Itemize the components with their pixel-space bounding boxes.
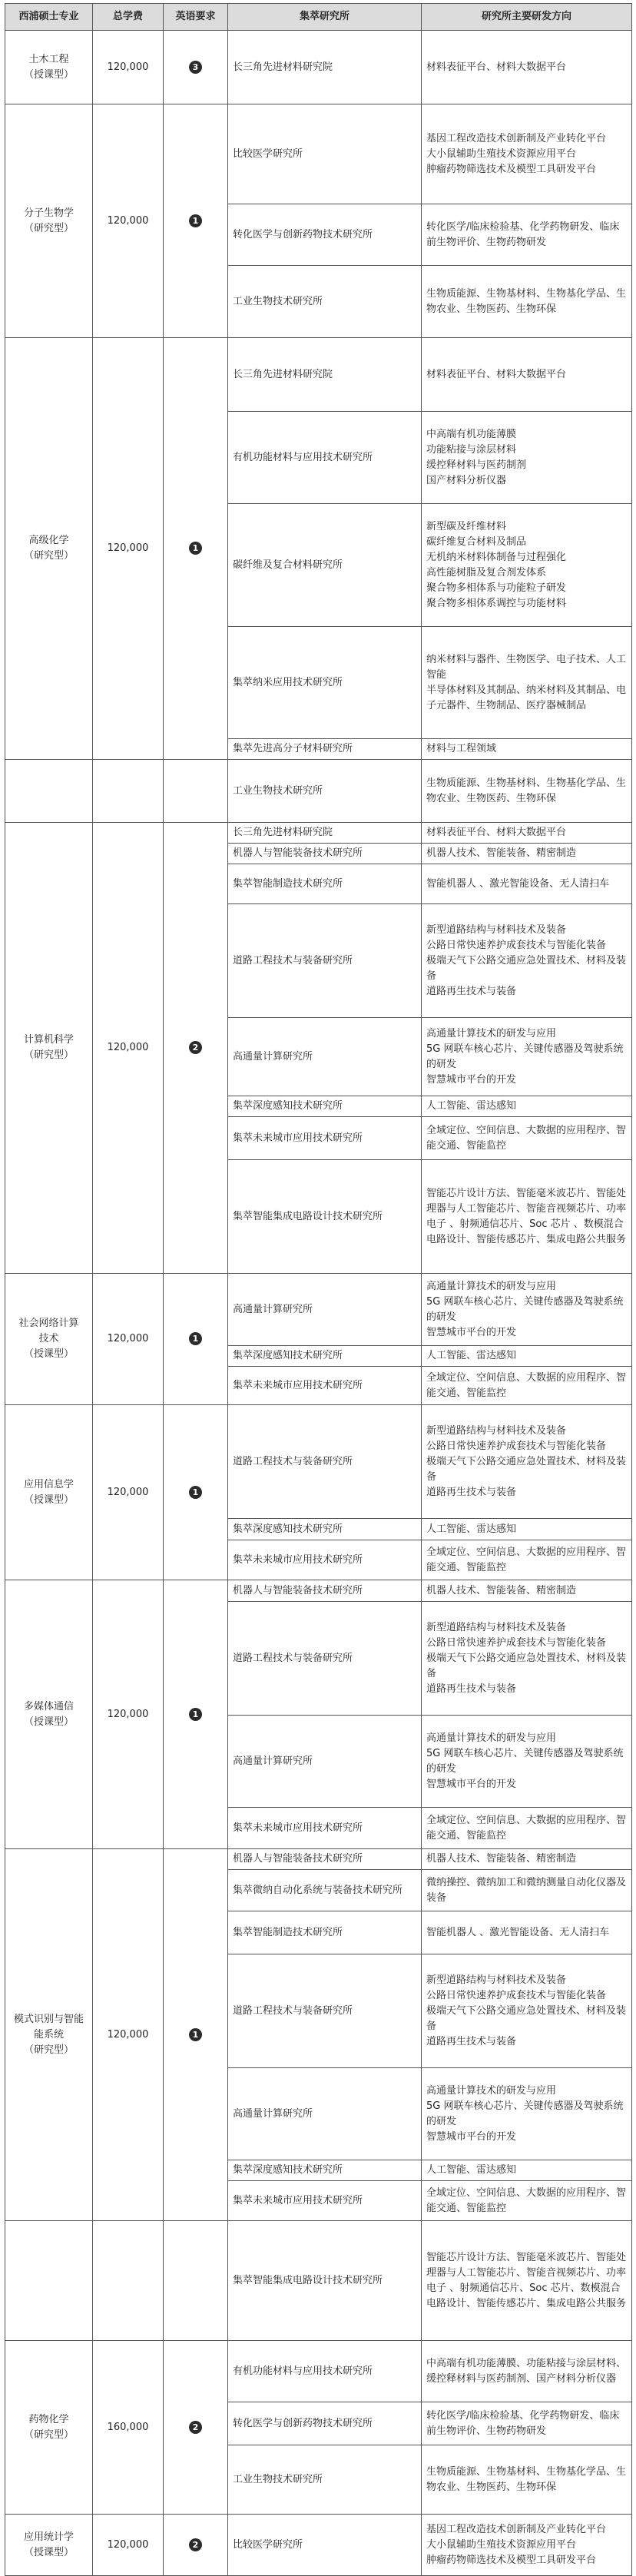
research-direction-line: 全域定位、空间信息、大数据的应用程序、智能交通、智能监控: [426, 2186, 627, 2214]
research-direction-cell: [422, 1540, 632, 1580]
table-row: [5, 1274, 632, 1346]
program-table: [5, 3, 632, 2576]
institute-name-cell: 集萃智能集成电路设计技术研究所: [228, 1160, 422, 1274]
research-direction-line: 极端天气下公路交通应急处置技术、材料及装备: [426, 2004, 627, 2032]
research-direction-cell: [422, 904, 632, 1018]
institute-name-cell: 高通量计算研究所: [228, 1018, 422, 1096]
major-name-line: 应用信息学: [23, 1478, 74, 1490]
english-level-badge: 1: [189, 214, 202, 227]
english-requirement-cell: [164, 338, 228, 760]
research-direction-line: 人工智能、雷达感知: [426, 2164, 517, 2176]
research-direction-line: 人工智能、雷达感知: [426, 1523, 517, 1535]
institute-name-cell: 集萃未来城市应用技术研究所: [228, 1367, 422, 1405]
institute-name-cell: 道路工程技术与装备研究所: [228, 1602, 422, 1716]
research-direction-line: 人工智能、雷达感知: [426, 1100, 517, 1112]
tuition-cell: [93, 2221, 164, 2341]
research-direction-line: 大小鼠辅助生殖技术资源应用平台: [426, 2538, 577, 2551]
research-direction-line: 智能芯片设计方法、智能毫米波芯片、智能处理器与人工智能芯片、智能音视频芯片、功率电子 、射频通信芯片、Soc 芯片、数模混合电路设计、智能传感芯片、集成电路公共服务: [426, 2251, 627, 2309]
table-row: [5, 2221, 632, 2341]
major-name-line: 应用统计学: [23, 2531, 74, 2543]
table-row: [5, 2515, 632, 2576]
research-direction-cell: [422, 739, 632, 760]
research-direction-cell: [422, 2181, 632, 2221]
research-direction-line: 中高端有机功能薄膜、功能粘接与涂层材料、缓控释材料与医药制剂、国产材料分析仪器: [426, 2357, 627, 2385]
research-direction-line: 5G 网联车核心芯片、关键传感器及驾驶系统的研发: [426, 1043, 624, 1070]
major-name-line: 计算机科学: [23, 1034, 74, 1046]
institute-name-cell: 集萃深度感知技术研究所: [228, 1096, 422, 1117]
major-name-line: 能系统: [33, 2028, 64, 2041]
research-direction-line: 公路日常快速养护成套技术与智能化装备: [426, 1636, 607, 1649]
major-name-cell: [5, 1274, 93, 1405]
research-direction-cell: [422, 266, 632, 338]
research-direction-cell: [422, 1096, 632, 1117]
research-direction-line: 极端天气下公路交通应急处置技术、材料及装备: [426, 954, 627, 982]
english-level-badge: 1: [189, 542, 202, 555]
english-level-badge: 1: [189, 2028, 202, 2041]
research-direction-cell: [422, 1346, 632, 1367]
research-direction-cell: [422, 1849, 632, 1870]
research-direction-cell: [422, 627, 632, 739]
institute-name-cell: 机器人与智能装备技术研究所: [228, 1580, 422, 1602]
institute-name-cell: 工业生物技术研究所: [228, 2445, 422, 2515]
institute-name-cell: 机器人与智能装备技术研究所: [228, 1849, 422, 1870]
table-row: [5, 1849, 632, 1870]
table-row: [5, 1405, 632, 1519]
tuition-cell: 120,000: [93, 1849, 164, 2221]
institute-name-cell: 有机功能材料与应用技术研究所: [228, 2341, 422, 2402]
institute-name-cell: 高通量计算研究所: [228, 1274, 422, 1346]
major-name-line: 分子生物学: [23, 207, 74, 219]
research-direction-line: 微纳操控、微纳加工和微纳测量自动化仪器及装备: [426, 1876, 627, 1904]
header-direction: 研究所主要研发方向: [422, 4, 632, 31]
research-direction-line: 高通量计算技术的研发与应用: [426, 1280, 557, 1292]
research-direction-cell: [422, 2402, 632, 2445]
tuition-cell: 120,000: [93, 1274, 164, 1405]
research-direction-line: 肿瘤药物筛选技术及模型工具研发平台: [426, 163, 597, 175]
research-direction-cell: [422, 1160, 632, 1274]
institute-name-cell: 工业生物技术研究所: [228, 266, 422, 338]
major-name-cell: [5, 2341, 93, 2515]
major-name-cell: [5, 104, 93, 338]
institute-name-cell: 集萃未来城市应用技术研究所: [228, 1540, 422, 1580]
research-direction-line: 新型碳及纤维材料: [426, 520, 507, 532]
institute-name-cell: 集萃未来城市应用技术研究所: [228, 1808, 422, 1849]
research-direction-line: 肿瘤药物筛选技术及模型工具研发平台: [426, 2554, 597, 2566]
institute-name-cell: 集萃智能集成电路设计技术研究所: [228, 2221, 422, 2341]
research-direction-cell: [422, 2445, 632, 2515]
research-direction-line: 公路日常快速养护成套技术与智能化装备: [426, 939, 607, 951]
major-name-line: （授课型）: [23, 68, 74, 81]
research-direction-line: 功能粘接与涂层材料: [426, 443, 517, 456]
table-body: [5, 31, 632, 2576]
research-direction-line: 5G 网联车核心芯片、关键传感器及驾驶系统的研发: [426, 1747, 624, 1775]
research-direction-line: 材料表征平台、材料大数据平台: [426, 827, 567, 838]
research-direction-cell: [422, 2341, 632, 2402]
research-direction-line: 材料表征平台、材料大数据平台: [426, 368, 567, 380]
research-direction-cell: [422, 412, 632, 504]
major-name-line: 社会网络计算: [18, 1318, 79, 1329]
research-direction-line: 新型道路结构与材料技术及装备: [426, 1424, 567, 1437]
research-direction-line: 高通量计算技术的研发与应用: [426, 2084, 557, 2097]
research-direction-line: 纳米材料与器件、生物医学、电子技术、人工智能: [426, 653, 627, 681]
research-direction-line: 智能机器人 、激光智能设备、无人清扫车: [426, 877, 610, 890]
research-direction-line: 公路日常快速养护成套技术与智能化装备: [426, 1440, 607, 1452]
research-direction-line: 基因工程改造技术创新制及产业转化平台: [426, 2523, 607, 2535]
research-direction-line: 新型道路结构与材料技术及装备: [426, 1621, 567, 1633]
research-direction-cell: [422, 1954, 632, 2068]
english-requirement-cell: [164, 2341, 228, 2515]
research-direction-cell: [422, 864, 632, 904]
institute-name-cell: 集萃未来城市应用技术研究所: [228, 2181, 422, 2221]
institute-name-cell: 碳纤维及复合材料研究所: [228, 504, 422, 627]
tuition-cell: 120,000: [93, 1580, 164, 1849]
institute-name-cell: 集萃纳米应用技术研究所: [228, 627, 422, 739]
research-direction-line: 新型道路结构与材料技术及装备: [426, 1974, 567, 1986]
research-direction-cell: [422, 2221, 632, 2341]
research-direction-cell: [422, 1602, 632, 1716]
tuition-cell: 120,000: [93, 2515, 164, 2576]
table-row: [5, 338, 632, 412]
research-direction-line: 人工智能、雷达感知: [426, 1350, 517, 1361]
major-name-line: （研究型）: [23, 1049, 74, 1061]
header-major: 西浦硕士专业: [5, 4, 93, 31]
research-direction-line: 生物质能源、生物基材料、生物基化学品、生物农业、生物医药、生物环保: [426, 287, 627, 315]
major-name-line: （授课型）: [23, 1716, 74, 1728]
major-name-line: 模式识别与智能: [13, 2013, 84, 2025]
institute-name-cell: 集萃智能制造技术研究所: [228, 864, 422, 904]
research-direction-line: 基因工程改造技术创新制及产业转化平台: [426, 132, 607, 144]
institute-name-cell: 长三角先进材料研究院: [228, 31, 422, 104]
institute-name-cell: 道路工程技术与装备研究所: [228, 1405, 422, 1519]
institute-name-cell: 转化医学与创新药物技术研究所: [228, 2402, 422, 2445]
major-name-line: （授课型）: [23, 2546, 74, 2558]
institute-name-cell: 比较医学研究所: [228, 104, 422, 204]
major-name-line: 高级化学: [28, 535, 69, 546]
major-name-cell: [5, 760, 93, 823]
research-direction-line: 高通量计算技术的研发与应用: [426, 1732, 557, 1744]
institute-name-cell: 有机功能材料与应用技术研究所: [228, 412, 422, 504]
research-direction-cell: [422, 823, 632, 844]
research-direction-line: 全域定位、空间信息、大数据的应用程序、智能交通、智能监控: [426, 1371, 627, 1399]
institute-name-cell: 工业生物技术研究所: [228, 760, 422, 823]
english-requirement-cell: [164, 104, 228, 338]
english-requirement-cell: [164, 1405, 228, 1580]
table-header-row: [5, 4, 632, 31]
research-direction-line: 新型道路结构与材料技术及装备: [426, 923, 567, 936]
research-direction-line: 半导体材料及其制品、纳米材料及其制品、电子元器件、生物制品、医疗器械制品: [426, 684, 627, 711]
research-direction-cell: [422, 1117, 632, 1160]
major-name-line: （研究型）: [23, 2044, 74, 2056]
research-direction-cell: [422, 504, 632, 627]
research-direction-line: 生物质能源、生物基材料、生物基化学品、生物农业、生物医药、生物环保: [426, 2465, 627, 2493]
table-row: [5, 823, 632, 844]
institute-name-cell: 集萃智能制造技术研究所: [228, 1911, 422, 1954]
tuition-cell: 120,000: [93, 104, 164, 338]
major-name-line: 土木工程: [28, 53, 69, 65]
research-direction-line: 国产材料分析仪器: [426, 474, 507, 486]
research-direction-line: 中高端有机功能薄膜: [426, 428, 517, 440]
research-direction-line: 道路再生技术与装备: [426, 985, 517, 997]
research-direction-line: 智慧城市平台的开发: [426, 1778, 517, 1790]
english-level-badge: 2: [189, 1041, 202, 1054]
research-direction-cell: [422, 31, 632, 104]
research-direction-line: 全域定位、空间信息、大数据的应用程序、智能交通、智能监控: [426, 1814, 627, 1842]
english-requirement-cell: [164, 760, 228, 823]
research-direction-cell: [422, 2160, 632, 2181]
research-direction-line: 智慧城市平台的开发: [426, 2130, 517, 2143]
research-direction-line: 缓控释材料与医药制剂: [426, 459, 527, 471]
research-direction-line: 5G 网联车核心芯片、关键传感器及驾驶系统的研发: [426, 2100, 624, 2127]
major-name-cell: [5, 2515, 93, 2576]
english-requirement-cell: [164, 1580, 228, 1849]
table-row: [5, 1580, 632, 1602]
table-row: [5, 2341, 632, 2402]
english-requirement-cell: [164, 823, 228, 1274]
institute-name-cell: 高通量计算研究所: [228, 2068, 422, 2160]
header-tuition: 总学费: [93, 4, 164, 31]
research-direction-cell: [422, 1716, 632, 1808]
english-requirement-cell: [164, 2515, 228, 2576]
research-direction-line: 无机纳米材料体制备与过程强化: [426, 551, 567, 563]
research-direction-line: 转化医学/临床检验基、化学药物研发、临床前生物评价、生物药物研发: [426, 2409, 620, 2437]
research-direction-cell: [422, 1808, 632, 1849]
major-name-line: 技术: [38, 1333, 59, 1344]
institute-name-cell: 集萃深度感知技术研究所: [228, 1346, 422, 1367]
research-direction-line: 智能机器人 、激光智能设备、无人清扫车: [426, 1926, 610, 1938]
tuition-cell: 120,000: [93, 31, 164, 104]
research-direction-line: 机器人技术、智能装备、精密制造: [426, 1853, 577, 1865]
tuition-cell: [93, 760, 164, 823]
major-name-line: （授课型）: [23, 1348, 74, 1360]
institute-name-cell: 机器人与智能装备技术研究所: [228, 844, 422, 864]
header-institute: 集萃研究所: [228, 4, 422, 31]
major-name-cell: [5, 823, 93, 1274]
english-level-badge: 3: [189, 61, 202, 74]
institute-name-cell: 比较医学研究所: [228, 2515, 422, 2576]
research-direction-line: 材料与工程领域: [426, 743, 497, 754]
english-requirement-cell: [164, 31, 228, 104]
institute-name-cell: 集萃未来城市应用技术研究所: [228, 1117, 422, 1160]
research-direction-line: 高通量计算技术的研发与应用: [426, 1027, 557, 1039]
research-direction-line: 高性能树脂及复合剂发体系: [426, 566, 547, 579]
english-level-badge: 1: [189, 1332, 202, 1345]
header-english: 英语要求: [164, 4, 228, 31]
research-direction-cell: [422, 2515, 632, 2576]
research-direction-cell: [422, 204, 632, 266]
major-name-line: 药物化学: [28, 2413, 69, 2425]
major-name-line: （授课型）: [23, 1494, 74, 1506]
table-row: [5, 760, 632, 823]
research-direction-line: 转化医学/临床检验基、化学药物研发、临床前生物评价、生物药物研发: [426, 220, 620, 248]
research-direction-line: 极端天气下公路交通应急处置技术、材料及装备: [426, 1455, 627, 1483]
research-direction-cell: [422, 1911, 632, 1954]
institute-name-cell: 长三角先进材料研究院: [228, 338, 422, 412]
research-direction-cell: [422, 1018, 632, 1096]
research-direction-cell: [422, 1519, 632, 1540]
research-direction-line: 材料表征平台、材料大数据平台: [426, 61, 567, 73]
research-direction-line: 大小鼠辅助生殖技术资源应用平台: [426, 148, 577, 160]
english-level-badge: 2: [189, 2421, 202, 2434]
research-direction-line: 机器人技术、智能装备、精密制造: [426, 1584, 577, 1596]
research-direction-cell: [422, 760, 632, 823]
tuition-cell: 160,000: [93, 2341, 164, 2515]
research-direction-line: 聚合物多相体系与功能粒子研发: [426, 582, 567, 594]
institute-name-cell: 道路工程技术与装备研究所: [228, 1954, 422, 2068]
tuition-cell: 120,000: [93, 823, 164, 1274]
english-level-badge: 1: [189, 1486, 202, 1499]
tuition-cell: 120,000: [93, 338, 164, 760]
research-direction-line: 智慧城市平台的开发: [426, 1073, 517, 1086]
institute-name-cell: 转化医学与创新药物技术研究所: [228, 204, 422, 266]
major-name-cell: [5, 31, 93, 104]
major-name-line: 多媒体通信: [23, 1700, 74, 1712]
research-direction-line: 公路日常快速养护成套技术与智能化装备: [426, 1989, 607, 2001]
major-name-cell: [5, 338, 93, 760]
tuition-cell: 120,000: [93, 1405, 164, 1580]
major-name-cell: [5, 1405, 93, 1580]
research-direction-line: 全域定位、空间信息、大数据的应用程序、智能交通、智能监控: [426, 1546, 627, 1573]
research-direction-line: 智能芯片设计方法、智能毫米波芯片、智能处理器与人工智能芯片、智能音视频芯片、功率电子 、射频通信芯片、Soc 芯片 、数模混合电路设计、智能传感芯片、集成电路公共服务: [426, 1187, 627, 1245]
research-direction-line: 极端天气下公路交通应急处置技术、材料及装备: [426, 1652, 627, 1679]
research-direction-cell: [422, 1870, 632, 1911]
major-name-cell: [5, 2221, 93, 2341]
institute-name-cell: 集萃先进高分子材料研究所: [228, 739, 422, 760]
major-name-cell: [5, 1849, 93, 2221]
major-name-cell: [5, 1580, 93, 1849]
research-direction-line: 道路再生技术与装备: [426, 1486, 517, 1498]
research-direction-line: 智慧城市平台的开发: [426, 1326, 517, 1338]
research-direction-cell: [422, 1274, 632, 1346]
institute-name-cell: 高通量计算研究所: [228, 1716, 422, 1808]
major-name-line: （研究型）: [23, 550, 74, 562]
institute-name-cell: 道路工程技术与装备研究所: [228, 904, 422, 1018]
english-requirement-cell: [164, 2221, 228, 2341]
research-direction-line: 全域定位、空间信息、大数据的应用程序、智能交通、智能监控: [426, 1124, 627, 1152]
english-requirement-cell: [164, 1849, 228, 2221]
institute-name-cell: 集萃微纳自动化系统与装备技术研究所: [228, 1870, 422, 1911]
research-direction-cell: [422, 1405, 632, 1519]
english-requirement-cell: [164, 1274, 228, 1405]
research-direction-cell: [422, 1367, 632, 1405]
english-level-badge: 2: [189, 2538, 202, 2551]
english-level-badge: 1: [189, 1708, 202, 1721]
research-direction-line: 道路再生技术与装备: [426, 1683, 517, 1695]
table-row: [5, 104, 632, 204]
institute-name-cell: 长三角先进材料研究院: [228, 823, 422, 844]
research-direction-line: 碳纤维复合材料及制品: [426, 535, 527, 548]
research-direction-line: 5G 网联车核心芯片、关键传感器及驾驶系统的研发: [426, 1295, 624, 1323]
research-direction-cell: [422, 2068, 632, 2160]
institute-name-cell: 集萃深度感知技术研究所: [228, 2160, 422, 2181]
research-direction-cell: [422, 104, 632, 204]
research-direction-line: 生物质能源、生物基材料、生物基化学品、生物农业、生物医药、生物环保: [426, 777, 627, 804]
research-direction-line: 聚合物多相体系调控与功能材料: [426, 597, 567, 609]
institute-name-cell: 集萃深度感知技术研究所: [228, 1519, 422, 1540]
research-direction-line: 道路再生技术与装备: [426, 2035, 517, 2047]
research-direction-cell: [422, 844, 632, 864]
table-row: [5, 31, 632, 104]
major-name-line: （研究型）: [23, 222, 74, 234]
research-direction-cell: [422, 338, 632, 412]
research-direction-line: 机器人技术、智能装备、精密制造: [426, 847, 577, 859]
major-name-line: （研究型）: [23, 2428, 74, 2441]
research-direction-cell: [422, 1580, 632, 1602]
